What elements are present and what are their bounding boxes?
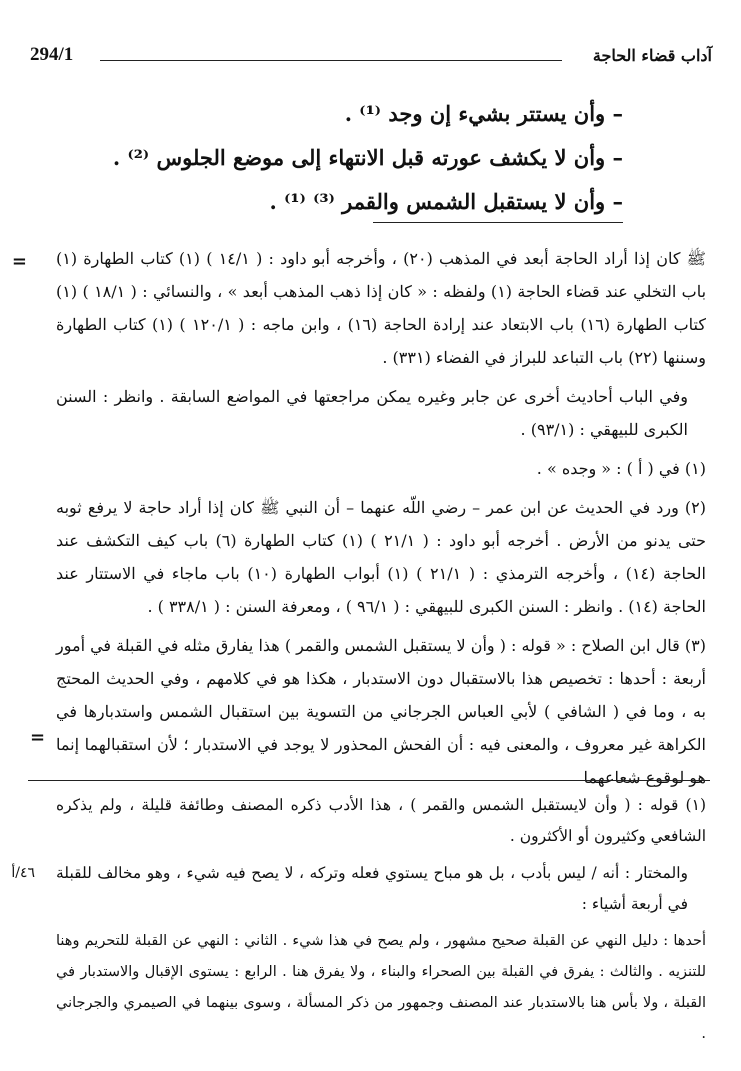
note-paragraph: (٢) ورد في الحديث عن ابن عمر – رضي اللّه عنهما – أن النبي ﷺ كان إذا أراد حاجة لا يرفع ثوبه حتى يدنو من الأرض . أخرجه أبو داود : ( ٢١/١ ) (١) كتاب الطهارة (٦) باب كيف التكشف عند الحاجة (١٤) ، وأخرجه الترمذي : ( ٢١/١ ) (١) أبواب الطهارة (١٠) باب ماجاء في الاستتار عند الحاجة (١٤) . وانظر : السنن الكبرى للبيهقي : ( ٩٦/١ ) ، ومعرفة السنن : ( ٣٣٨/١ ) . — [56, 498, 707, 616]
note-paragraph: (١) في ( أ ) : « وجده » . — [536, 459, 706, 478]
note-paragraph: (٣) قال ابن الصلاح : « قوله : ( وأن لا يستقبل الشمس والقمر ) هذا يفارق مثله في القبلة في أمور أربعة : أحدها : تخصيص هذا بالاستقبال دون الاستدبار ، هكذا هو في كلامهم ، وفي الحديث المحتج به ، وما في ( الشافي ) لأبي العباس الجرجاني من التسوية بين استقبال الشمس واستدبارها في الكراهة غير معروف ، والمعنى فيه : أن الفحش المحذور لا يوجد في الاستدبار ؛ لأن استقبالهما إنما هو لوقوع شعاعهما — [56, 636, 707, 787]
footnote: أحدها : دليل النهي عن القبلة صحيح مشهور ، ولم يصح في هذا شيء . الثاني : النهي عن القبلة للتحريم وهنا للتنزيه . والثالث : يفرق في القبلة بين الصحراء والبناء ، ولا يفرق هنا . الرابع : يستوى الإقبال والاستدبار في القبلة ، ولا بأس هنا بالاستدبار عند المصنف وجمهور من ذكر المسألة ، وسوى بينهما في الصيمري والجرجاني . — [56, 933, 706, 1042]
note-paragraph: ﷺ كان إذا أراد الحاجة أبعد في المذهب (٢٠) ، وأخرجه أبو داود : ( ١٤/١ ) (١) كتاب الطهارة (١) باب التخلي عند قضاء الحاجة (١) ولفظه : « كان إذا ذهب المذهب أبعد » ، والنسائي : ( ١٨/١ ) (١) كتاب الطهارة (١٦) باب الابتعاد عند إرادة الحاجة (١٦) ، وابن ماجه : ( ١٢٠/١ ) (١) كتاب الطهارة وسننها (٢٢) باب التباعد للبراز في الفضاء (٣٣١) . — [56, 249, 707, 367]
main-text — [103, 92, 623, 224]
text-line: – وأن لا يستقبل الشمس والقمر ⁽³⁾ ⁽¹⁾ . — [269, 189, 623, 214]
text-line: – وأن لا يكشف عورته قبل الانتهاء إلى موضع الجلوس ⁽²⁾ . — [112, 145, 623, 170]
continuation-mark-end: = — [30, 727, 46, 748]
text-line: – وأن يستتر بشيء إن وجد ⁽¹⁾ . — [344, 101, 623, 126]
footnote-separator — [28, 780, 710, 781]
footnotes — [56, 790, 706, 1056]
main-text-rule — [373, 222, 623, 223]
footnote: (١) قوله : ( وأن لايستقبل الشمس والقمر ) ، هذا الأدب ذكره المصنف وطائفة قليلة ، ولم يذكره الشافعي وكثيرون أو الأكثرون . — [56, 796, 706, 845]
manuscript-folio-ref: ٤٦/أ — [11, 865, 35, 881]
note-paragraph: وفي الباب أحاديث أخرى عن جابر وغيره يمكن مراجعتها في المواضع السابقة . وانظر : السنن الكبرى للبيهقي : (٩٣/١) . — [56, 387, 689, 439]
page-header — [30, 44, 712, 72]
continuation-mark: = — [11, 251, 27, 272]
header-rule — [100, 60, 562, 61]
page-number: 294/1 — [30, 44, 74, 65]
running-title: آداب قضاء الحاجة — [592, 46, 712, 65]
footnote: والمختار : أنه / ليس بأدب ، بل هو مباح يستوي فعله وتركه ، لا يصح فيه شيء ، وهو مخالف للقبلة في أربعة أشياء : — [56, 864, 688, 913]
editor-notes — [56, 242, 706, 800]
